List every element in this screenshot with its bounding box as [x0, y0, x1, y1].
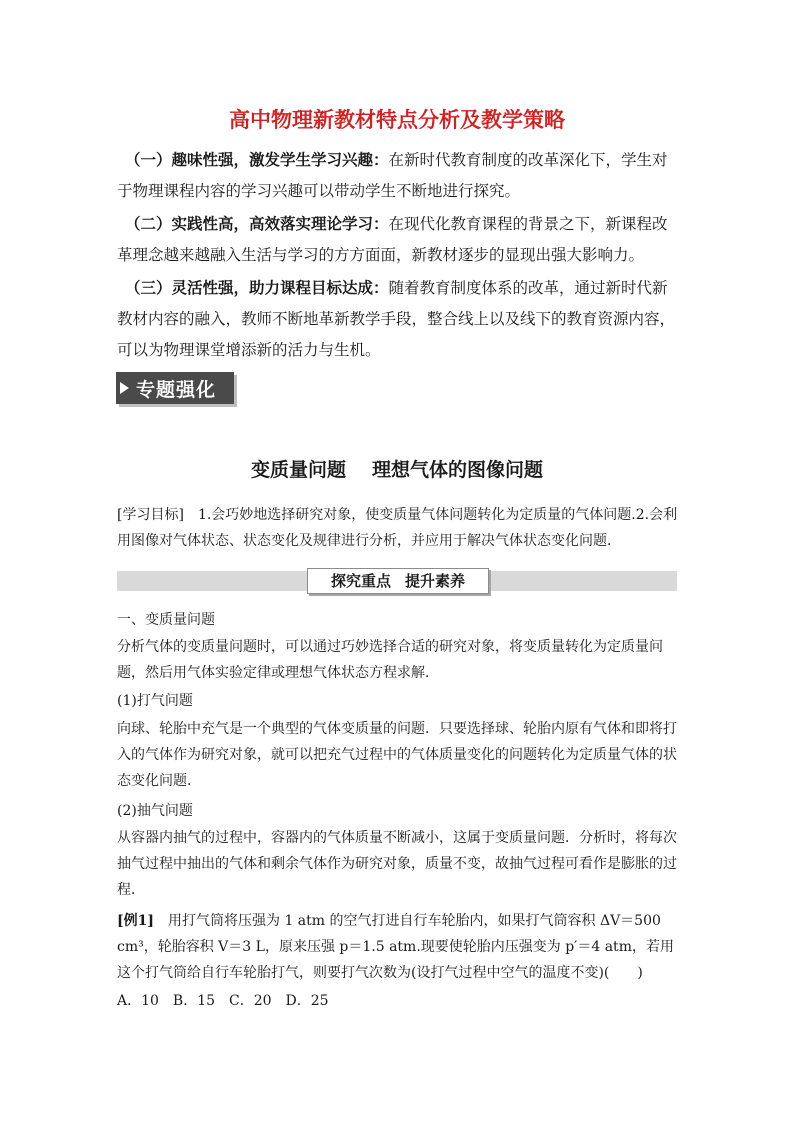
feature-text-3: 随着教育制度体系的改革，通过新时代新教材内容的融入，教师不断地革新教学手段，整合线上以及线下的教育资源内容，可以为物理课堂增添新的活力与生机。 — [117, 279, 676, 359]
case2-text: 从容器内抽气的过程中，容器内的气体质量不断减小，这属于变质量问题．分析时，将每次抽气过程中抽出的气体和剩余气体作为研究对象，质量不变，故抽气过程可看作是膨胀的过程． — [117, 830, 677, 898]
feature-paragraph-2 — [117, 208, 677, 271]
triangle-right-icon — [120, 382, 129, 394]
feature-heading-2: （二）实践性高，高效落实理论学习： — [125, 214, 389, 233]
feature-heading-1: （一）趣味性强，激发学生学习兴趣： — [125, 150, 389, 169]
example-label: [例1] — [117, 913, 154, 929]
feature-paragraph-3 — [117, 272, 677, 366]
example-text: 用打气筒将压强为 1 atm 的空气打进自行车轮胎内，如果打气筒容积 ΔV＝500 cm³，轮胎容积 V＝3 L，原来压强 p＝1.5 atm.现要使轮胎内压强变为 p′＝4 atm，若用这个打气筒给自行车轮胎打气，则要打气次数为(设打气过程中空气的温度不变)( ) — [117, 913, 674, 981]
case1-heading: (1)打气问题 — [117, 693, 193, 709]
feature-text-1: 在新时代教育制度的改革深化下，学生对于物理课程内容的学习兴趣可以带动学生不断地进行探究。 — [117, 151, 668, 200]
feature-heading-3: （三）灵活性强，助力课程目标达成： — [125, 278, 389, 297]
topic-banner — [116, 372, 238, 408]
objectives-text: 1.会巧妙地选择研究对象，使变质量气体问题转化为定质量的气体问题.2.会利用图像对气体状态、状态变化及规律进行分析，并应用于解决气体状态变化问题． — [117, 507, 678, 549]
lesson-title — [0, 455, 794, 482]
feature-text-2: 在现代化教育课程的背景之下，新课程改革理念越来越融入生活与学习的方方面面，新教材逐步的显现出强大影响力。 — [117, 215, 668, 264]
main-title: 高中物理新教材特点分析及教学策略 — [229, 108, 565, 132]
case2-heading: (2)抽气问题 — [117, 803, 193, 819]
learning-objectives — [117, 502, 679, 554]
section1-heading: 一、变质量问题 — [117, 612, 215, 628]
section-tab — [307, 568, 489, 594]
lesson-title-part1: 变质量问题 — [250, 459, 346, 481]
section-tab-left: 探究重点 — [330, 572, 391, 590]
section1-intro: 分析气体的变质量问题时，可以通过巧妙选择合适的研究对象，将变质量转化为定质量问题，然后用气体实验定律或理想气体状态方程求解． — [117, 639, 663, 681]
objectives-label: [学习目标] — [117, 507, 184, 523]
example-1 — [117, 908, 679, 986]
feature-paragraph-1 — [117, 144, 677, 207]
lesson-title-part2: 理想气体的图像问题 — [372, 459, 544, 481]
case1-text: 向球、轮胎中充气是一个典型的气体变质量的问题．只要选择球、轮胎内原有气体和即将打入的气体作为研究对象，就可以把充气过程中的气体质量变化的问题转化为定质量气体的状态变化问题． — [117, 721, 677, 789]
banner-label: 专题强化 — [136, 379, 217, 401]
example-options: A．10 B．15 C．20 D．25 — [117, 993, 329, 1009]
section-tab-right: 提升素养 — [405, 572, 466, 590]
